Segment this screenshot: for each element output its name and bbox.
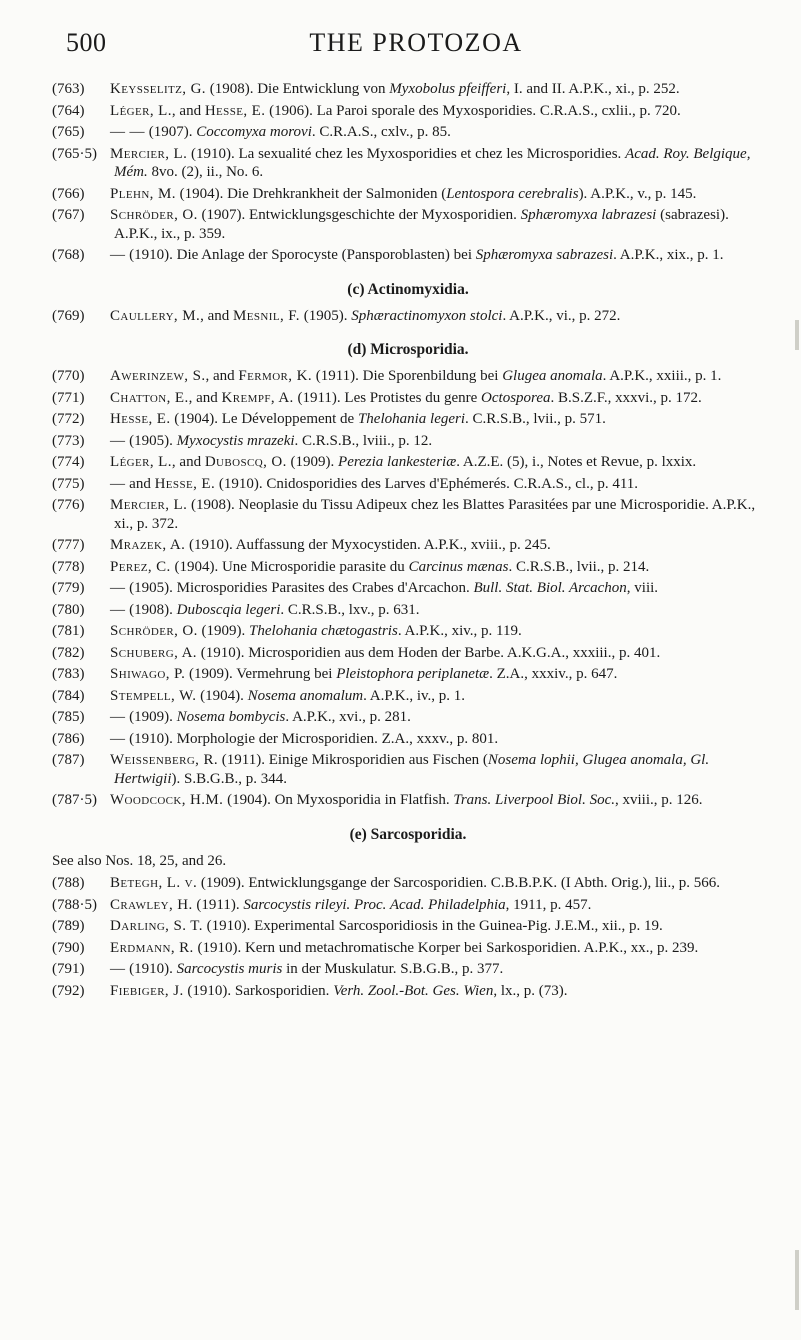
author-name: — [110, 475, 126, 492]
reference-text: , I. and II. A.P.K., xi., p. 252. [506, 81, 680, 97]
italic-title: Bull. Stat. Biol. Arcachon [473, 580, 627, 596]
reference-text: . A.P.K., xxiii., p. 1. [602, 368, 722, 384]
italic-title: Trans. Liverpool Biol. Soc. [453, 792, 616, 808]
reference-entry [52, 730, 764, 749]
author-name: — [110, 580, 126, 596]
author-name: Mercier, L. [110, 145, 188, 162]
reference-entry [52, 536, 764, 555]
reference-text: . A.P.K., vi., p. 272. [502, 307, 621, 324]
author-name: Léger, L. [110, 102, 172, 119]
reference-number: (765) [52, 124, 85, 140]
author-name: Awerinzew, S. [110, 368, 206, 384]
italic-title: Sphæractinomyxon stolci [351, 307, 503, 324]
reference-text: . C.R.S.B., lxv., p. 631. [280, 601, 420, 618]
author-name: Duboscq, O. [204, 454, 287, 470]
reference-text: (1910). Auffassung der Myxocystiden. A.P.K., xviii., p. 245. [185, 537, 551, 553]
italic-title: Nosema lophii, Glugea anomala, Gl. Hertwigii [114, 752, 710, 787]
reference-entry [52, 475, 764, 494]
italic-title: Verh. Zool.-Bot. Ges. Wien [333, 982, 494, 999]
author-name: Betegh, L. v. [110, 875, 198, 891]
author-name: Darling, S. T. [110, 918, 203, 934]
reference-text: (1911). Einige Mikrosporidien aus Fischen ( [218, 752, 488, 768]
reference-text: (1904). On Myxosporidia in Flatfish. [223, 792, 454, 808]
italic-title: Nosema bombycis [176, 709, 286, 725]
reference-number: (790) [52, 939, 85, 956]
reference-entry [52, 206, 764, 243]
reference-text: (1905). [299, 307, 352, 324]
reference-text: , viii. [626, 580, 659, 596]
reference-text: (1908). Neoplasie du Tissu Adipeux chez les Blattes Parasitées par une Microsporidie. A.P.K., xi., p. 372. [114, 497, 756, 532]
author-name: Chatton, E. [110, 389, 189, 406]
reference-text: (1910). Morphologie der Microsporidien. Z.A., xxxv., p. 801. [125, 730, 499, 747]
reference-text: (1906). La Paroi sporale des Myxosporidies. C.R.A.S., cxlii., p. 720. [265, 102, 681, 119]
reference-entry [52, 896, 764, 915]
italic-title: Sphæromyxa labrazesi [520, 207, 657, 223]
reference-text: . C.R.A.S., cxlv., p. 85. [311, 124, 451, 140]
reference-text: (1905). Microsporidies Parasites des Crabes d'Arcachon. [125, 580, 474, 596]
reference-entry [52, 367, 764, 386]
section-heading: (e) Sarcosporidia. [349, 825, 467, 843]
reference-text: (1909). Vermehrung bei [185, 666, 337, 682]
reference-number: (767) [52, 207, 85, 223]
author-name: Schröder, O. [110, 623, 198, 639]
italic-title: Thelohania legeri [357, 411, 466, 427]
reference-number: (772) [52, 411, 85, 427]
reference-text: , 1911, p. 457. [505, 896, 592, 913]
reference-number: (787) [52, 752, 85, 768]
reference-number: (788·5) [52, 896, 97, 913]
reference-number: (764) [52, 102, 85, 119]
author-name: Stempell, W. [110, 687, 197, 704]
reference-number: (782) [52, 644, 85, 661]
italic-title: Lentospora cerebralis [446, 185, 579, 202]
reference-number: (789) [52, 918, 85, 934]
reference-text: (1910). Microsporidien aus dem Hoden der Barbe. A.K.G.A., xxxiii., p. 401. [196, 644, 661, 661]
author-name: — [110, 601, 126, 618]
reference-text: (1910). Die Anlage der Sporocyste (Pansporoblasten) bei [125, 247, 476, 263]
reference-text: 8vo. (2), ii., No. 6. [147, 164, 264, 180]
reference-text: . B.S.Z.F., xxxvi., p. 172. [550, 389, 702, 406]
author-name: Plehn, M. [110, 185, 176, 202]
reference-text: (1910). La sexualité chez les Myxosporidies et chez les Microsporidies. [187, 145, 626, 162]
reference-text: . C.R.S.B., lvii., p. 214. [508, 558, 650, 575]
reference-number: (770) [52, 368, 85, 384]
reference-text: . A.P.K., xix., p. 1. [613, 247, 724, 263]
italic-title: Myxocystis mrazeki [176, 432, 295, 449]
reference-entry [52, 102, 764, 121]
reference-number: (775) [52, 475, 85, 492]
reference-number: (774) [52, 454, 85, 470]
reference-text: , and [188, 389, 222, 406]
author-name: — [110, 730, 126, 747]
reference-text: (1907). Entwicklungsgeschichte der Myxosporidien. [197, 207, 521, 223]
reference-number: (779) [52, 580, 85, 596]
page-number: 500 [66, 28, 107, 57]
reference-number: (773) [52, 432, 85, 449]
reference-number: (769) [52, 307, 85, 324]
author-name: Weissenberg, R. [110, 752, 219, 768]
reference-entry [52, 708, 764, 727]
reference-text: , and [200, 307, 234, 324]
author-name: — [110, 961, 126, 977]
reference-text: (1904). Une Microsporidie parasite du [170, 558, 409, 575]
reference-text: (1904). Le Développement de [170, 411, 358, 427]
reference-text: (1910). [125, 961, 177, 977]
author-name: — — [110, 124, 145, 140]
reference-entry [52, 687, 764, 706]
reference-number: (771) [52, 389, 85, 406]
section-heading: (c) Actinomyxidia. [347, 280, 469, 298]
reference-text: (1907). [144, 124, 197, 140]
reference-entry [52, 874, 764, 893]
reference-text: . A.P.K., xvi., p. 281. [285, 709, 411, 725]
author-name: Schröder, O. [110, 207, 198, 223]
author-name: Shiwago, P. [110, 666, 186, 682]
reference-entry [52, 410, 764, 429]
author-name: Keysselitz, G. [110, 81, 206, 97]
italic-title: Nosema anomalum [247, 687, 364, 704]
italic-title: Acad. Roy. Belgique, Mém. [114, 145, 751, 180]
reference-text: , lx., p. (73). [493, 982, 568, 999]
reference-text: (1908). Die Entwicklung von [205, 81, 390, 97]
reference-number: (788) [52, 875, 85, 891]
italic-title: Thelohania chætogastris [249, 623, 398, 639]
author-name: Crawley, H. [110, 896, 193, 913]
reference-entry [52, 644, 764, 663]
author-name: — [110, 247, 126, 263]
reference-text: , and [171, 454, 205, 470]
reference-text: (1909). Entwicklungsgange der Sarcosporidien. C.B.B.P.K. (I Abth. Orig.), lii., p. 566. [197, 875, 720, 891]
reference-entry [52, 579, 764, 598]
author-name: Fiebiger, J. [110, 982, 184, 999]
reference-text: (1910). Sarkosporidien. [183, 982, 334, 999]
reference-number: (781) [52, 623, 85, 639]
reference-text: in der Muskulatur. S.B.G.B., p. 377. [282, 961, 504, 977]
reference-text: (1908). [125, 601, 177, 618]
author-name: Hesse, E. [154, 475, 216, 492]
reference-entry [52, 389, 764, 408]
reference-number: (780) [52, 601, 85, 618]
reference-text: (1905). [125, 432, 177, 449]
reference-entry [52, 123, 764, 142]
reference-entry [52, 622, 764, 641]
reference-text: (1911). Die Sporenbildung bei [311, 368, 503, 384]
author-name: Mercier, L. [110, 497, 188, 513]
italic-title: Pleistophora periplanetæ [336, 666, 490, 682]
page-header [66, 28, 766, 64]
reference-entry [52, 496, 764, 533]
reference-number: (784) [52, 687, 85, 704]
italic-title: Coccomyxa morovi [196, 124, 312, 140]
author-name: Krempf, A. [221, 389, 294, 406]
reference-text: (1909). [286, 454, 339, 470]
author-name: Schuberg, A. [110, 644, 197, 661]
author-name: Hesse, E. [204, 102, 266, 119]
running-head: THE PROTOZOA [309, 28, 523, 57]
reference-entry [52, 665, 764, 684]
reference-entry [52, 80, 764, 99]
reference-text: (1910). Experimental Sarcosporidiosis in the Guinea-Pig. J.E.M., xii., p. 19. [202, 918, 663, 934]
reference-number: (783) [52, 666, 85, 682]
page-edge-shadow [795, 320, 799, 350]
reference-text: , and [171, 102, 205, 119]
reference-text: . C.R.S.B., lvii., p. 571. [465, 411, 606, 427]
reference-entry [52, 307, 764, 326]
reference-text: , and [205, 368, 239, 384]
reference-number: (791) [52, 961, 85, 977]
reference-number: (765·5) [52, 145, 97, 162]
reference-entry [52, 453, 764, 472]
italic-title: Perezia lankesteriæ [338, 454, 457, 470]
reference-text: (1911). Les Protistes du genre [293, 389, 482, 406]
reference-number: (776) [52, 497, 85, 513]
reference-text: . A.Z.E. (5), i., Notes et Revue, p. lxxix. [456, 454, 697, 470]
author-name: — [110, 709, 126, 725]
italic-title: Octosporea [481, 389, 551, 406]
italic-title: Glugea anomala [502, 368, 603, 384]
italic-title: Sphæromyxa sabrazesi [475, 247, 614, 263]
italic-title: Carcinus mænas [408, 558, 509, 575]
page-edge-shadow [795, 1250, 799, 1310]
reference-text: (1910). Cnidosporidies des Larves d'Ephémerés. C.R.A.S., cl., p. 411. [215, 475, 639, 492]
author-name: Perez, C. [110, 558, 171, 575]
italic-title: Myxobolus pfeifferi [389, 81, 507, 97]
see-also-note: See also Nos. 18, 25, and 26. [52, 852, 227, 869]
author-name: Caullery, M. [110, 307, 201, 324]
reference-number: (777) [52, 537, 85, 553]
reference-number: (786) [52, 730, 85, 747]
author-name: Hesse, E. [110, 411, 171, 427]
reference-entry [52, 791, 764, 810]
reference-entry [52, 960, 764, 979]
reference-text: and [125, 475, 155, 492]
reference-text: . Z.A., xxxiv., p. 647. [489, 666, 618, 682]
reference-text: , xviii., p. 126. [615, 792, 703, 808]
italic-title: Duboscqia legeri [176, 601, 281, 618]
reference-text: (sabrazesi). A.P.K., ix., p. 359. [114, 207, 729, 242]
section-heading: (d) Microsporidia. [347, 341, 469, 358]
bibliography-list [52, 80, 764, 1003]
reference-entry [52, 751, 764, 788]
author-name: Erdmann, R. [110, 939, 194, 956]
reference-number: (768) [52, 247, 85, 263]
italic-title: Sarcocystis muris [176, 961, 283, 977]
reference-number: (787·5) [52, 792, 97, 808]
reference-text: (1911). [192, 896, 244, 913]
reference-entry [52, 185, 764, 204]
italic-title: Sarcocystis rileyi. Proc. Acad. Philadelphia [243, 896, 506, 913]
reference-entry [52, 145, 764, 182]
author-name: Mesnil, F. [233, 307, 300, 324]
reference-number: (763) [52, 81, 85, 97]
author-name: Woodcock, H.M. [110, 792, 224, 808]
reference-text: . A.P.K., iv., p. 1. [363, 687, 466, 704]
reference-text: ). S.B.G.B., p. 344. [171, 770, 287, 787]
reference-entry [52, 917, 764, 936]
reference-number: (792) [52, 982, 85, 999]
author-name: Fermor, K. [238, 368, 312, 384]
reference-number: (778) [52, 558, 85, 575]
reference-number: (766) [52, 185, 85, 202]
reference-entry [52, 939, 764, 958]
reference-text: . A.P.K., xiv., p. 119. [397, 623, 522, 639]
reference-entry [52, 432, 764, 451]
reference-text: (1910). Kern und metachromatische Korper bei Sarkosporidien. A.P.K., xx., p. 239. [193, 939, 699, 956]
reference-entry [52, 558, 764, 577]
reference-entry [52, 246, 764, 265]
author-name: Léger, L. [110, 454, 172, 470]
reference-text: ). A.P.K., v., p. 145. [578, 185, 697, 202]
reference-entry [52, 982, 764, 1001]
reference-text: (1909). [125, 709, 177, 725]
reference-text: . C.R.S.B., lviii., p. 12. [294, 432, 433, 449]
author-name: Mrazek, A. [110, 537, 186, 553]
reference-entry [52, 601, 764, 620]
author-name: — [110, 432, 126, 449]
reference-number: (785) [52, 709, 85, 725]
reference-text: (1904). Die Drehkrankheit der Salmoniden ( [175, 185, 447, 202]
reference-text: (1904). [196, 687, 248, 704]
reference-text: (1909). [197, 623, 250, 639]
